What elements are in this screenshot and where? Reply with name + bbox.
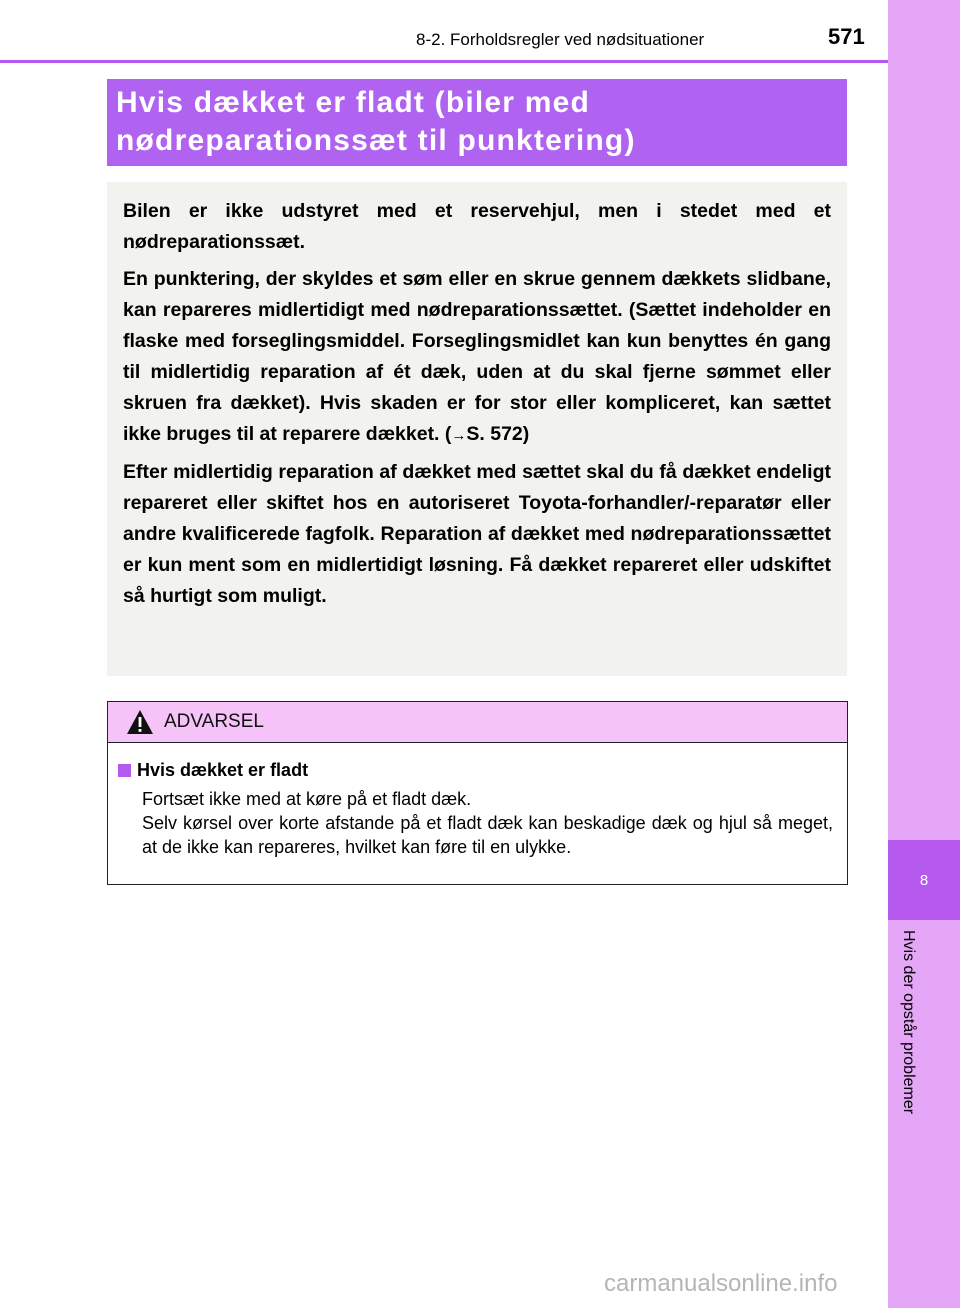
watermark: carmanualsonline.info xyxy=(604,1270,838,1297)
warning-subheading xyxy=(118,760,833,781)
warning-body xyxy=(108,743,847,859)
intro-paragraph-2-text: En punktering, der skyldes et søm eller en skrue gennem dækkets slidbane, kan repareres midlertidigt med nødreparationssættet. (Sættet indeholder en flaske med forseglingsmiddel. Forseglingsmidlet kan kun benyttes én gang til midlertidig reparation af ét dæk, uden at du skal fjerne sømmet eller skruen fra dækket). Hvis skaden er for stor eller kompliceret, kan sættet ikke bruges til at reparere dækket. ( xyxy=(123,268,831,445)
chapter-title: Hvis der opstår problemer xyxy=(900,930,917,1115)
warning-line-2: Selv kørsel over korte afstande på et fladt dæk kan beskadige dæk og hjul så meget, at de ikke kan repareres, hvilket kan føre til en ulykke. xyxy=(142,813,833,857)
warning-line-1: Fortsæt ikke med at køre på et fladt dæk. xyxy=(142,789,472,809)
intro-box xyxy=(107,182,847,676)
intro-paragraph-2 xyxy=(123,264,831,451)
warning-text xyxy=(142,787,833,859)
arrow-icon: → xyxy=(451,427,467,444)
header-divider xyxy=(0,60,888,63)
warning-label: ADVARSEL xyxy=(164,711,264,732)
warning-header xyxy=(108,702,847,743)
title-banner xyxy=(107,79,847,166)
intro-paragraph-1: Bilen er ikke udstyret med et reservehjul, men i stedet med et nødreparationssæt. xyxy=(123,200,831,253)
side-chapter-box xyxy=(888,840,960,920)
page-reference-link[interactable]: S. 572) xyxy=(466,423,530,445)
chapter-number: 8 xyxy=(919,871,929,889)
title-line-1: Hvis dækket er fladt (biler med xyxy=(116,86,591,119)
section-header: 8-2. Forholdsregler ved nødsituationer xyxy=(416,30,705,49)
warning-triangle-icon xyxy=(126,709,154,735)
warning-box xyxy=(107,701,848,885)
square-bullet-icon xyxy=(118,764,131,777)
intro-paragraph-3: Efter midlertidig reparation af dækket med sættet skal du få dækket endeligt repareret eller skiftet hos en autoriseret Toyota-forhandler/-reparatør eller andre kvalificerede fagfolk. Reparation af dækket med nødreparationssættet er kun ment som en midlertidigt løsning. Få dækket repareret eller udskiftet så hurtigt som muligt. xyxy=(123,461,831,607)
title-line-2: nødreparationssæt til punktering) xyxy=(116,124,636,157)
warning-subheading-text: Hvis dækket er fladt xyxy=(137,760,309,780)
page-number: 571 xyxy=(828,24,865,49)
